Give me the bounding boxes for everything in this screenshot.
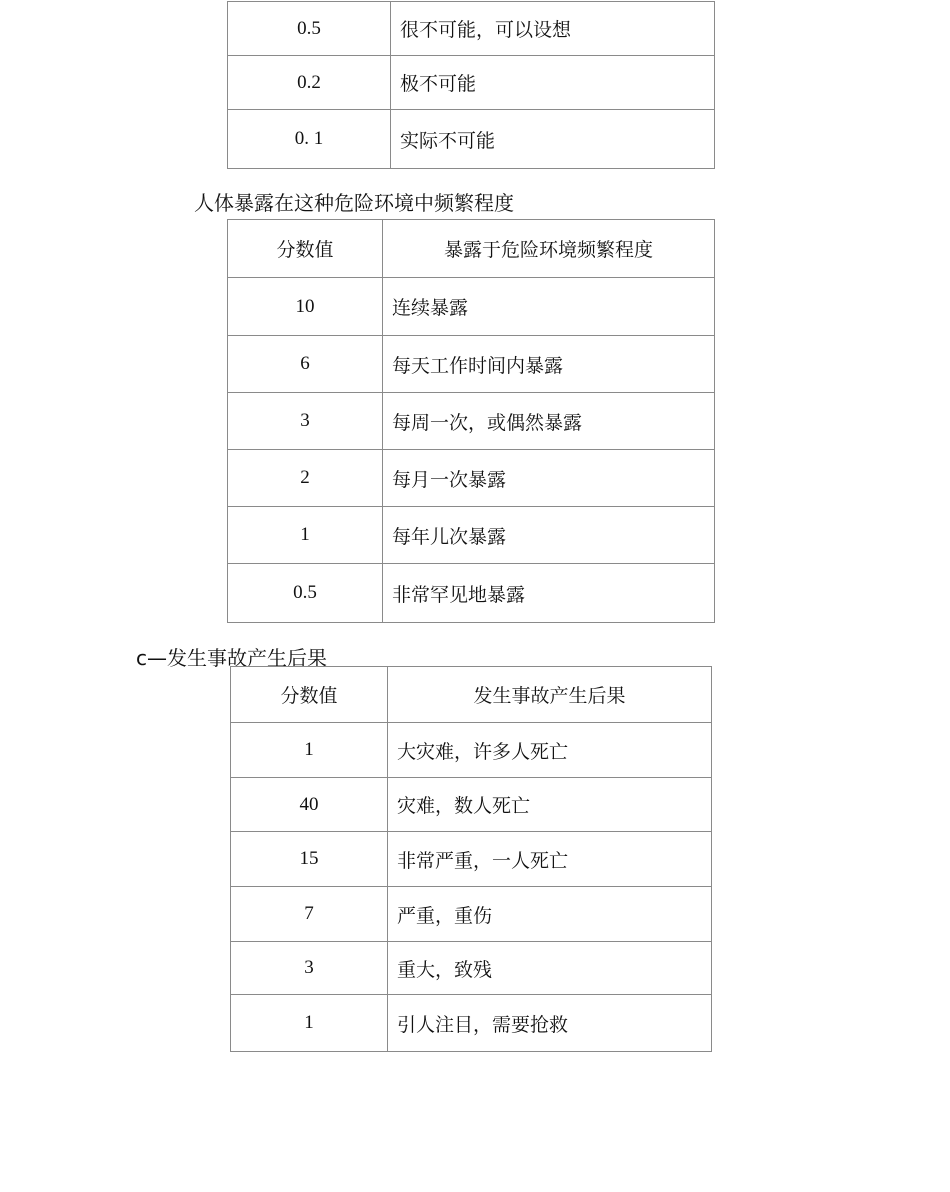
table-row (228, 507, 715, 564)
table-row (228, 110, 715, 169)
header-desc: 暴露于危险环境频繁程度 (383, 220, 715, 278)
header-score: 分数值 (228, 220, 383, 278)
header-desc: 发生事故产生后果 (388, 667, 712, 723)
table-row (228, 564, 715, 623)
table-row (228, 450, 715, 507)
table-row (228, 2, 715, 56)
desc-cell: 严重，重伤 (388, 887, 712, 942)
table-row (231, 723, 712, 778)
table-header-row (231, 667, 712, 723)
desc-cell: 每周一次，或偶然暴露 (383, 393, 715, 450)
table-row (228, 336, 715, 393)
desc-cell: 引人注目，需要抢救 (388, 995, 712, 1052)
desc-cell: 非常罕见地暴露 (383, 564, 715, 623)
score-cell: 15 (231, 832, 388, 887)
score-cell: 10 (228, 278, 383, 336)
score-cell: 1 (231, 995, 388, 1052)
score-cell: 3 (231, 942, 388, 995)
desc-cell: 连续暴露 (383, 278, 715, 336)
table-row (231, 942, 712, 995)
score-cell: 1 (228, 507, 383, 564)
table-row (231, 832, 712, 887)
desc-cell: 大灾难，许多人死亡 (388, 723, 712, 778)
desc-cell: 非常严重，一人死亡 (388, 832, 712, 887)
table-row (231, 995, 712, 1052)
score-cell: 2 (228, 450, 383, 507)
likelihood-table (227, 1, 715, 169)
score-cell: 0.5 (228, 2, 391, 56)
score-cell: 0.5 (228, 564, 383, 623)
consequence-caption: c—发生事故产生后果 (136, 646, 327, 670)
table-row (228, 56, 715, 110)
consequence-table (230, 666, 712, 1052)
table-row (231, 887, 712, 942)
score-cell: 40 (231, 778, 388, 832)
desc-cell: 很不可能，可以设想 (391, 2, 715, 56)
desc-cell: 重大，致残 (388, 942, 712, 995)
table-row (228, 278, 715, 336)
header-score: 分数值 (231, 667, 388, 723)
score-cell: 1 (231, 723, 388, 778)
score-cell: 0.2 (228, 56, 391, 110)
desc-cell: 每天工作时间内暴露 (383, 336, 715, 393)
score-cell: 7 (231, 887, 388, 942)
score-cell: 3 (228, 393, 383, 450)
score-cell: 0. 1 (228, 110, 391, 169)
table-row (231, 778, 712, 832)
table-row (228, 393, 715, 450)
desc-cell: 极不可能 (391, 56, 715, 110)
desc-cell: 每年儿次暴露 (383, 507, 715, 564)
exposure-table (227, 219, 715, 623)
exposure-caption: 人体暴露在这种危险环境中频繁程度 (194, 191, 514, 215)
score-cell: 6 (228, 336, 383, 393)
desc-cell: 灾难，数人死亡 (388, 778, 712, 832)
table-header-row (228, 220, 715, 278)
desc-cell: 每月一次暴露 (383, 450, 715, 507)
desc-cell: 实际不可能 (391, 110, 715, 169)
